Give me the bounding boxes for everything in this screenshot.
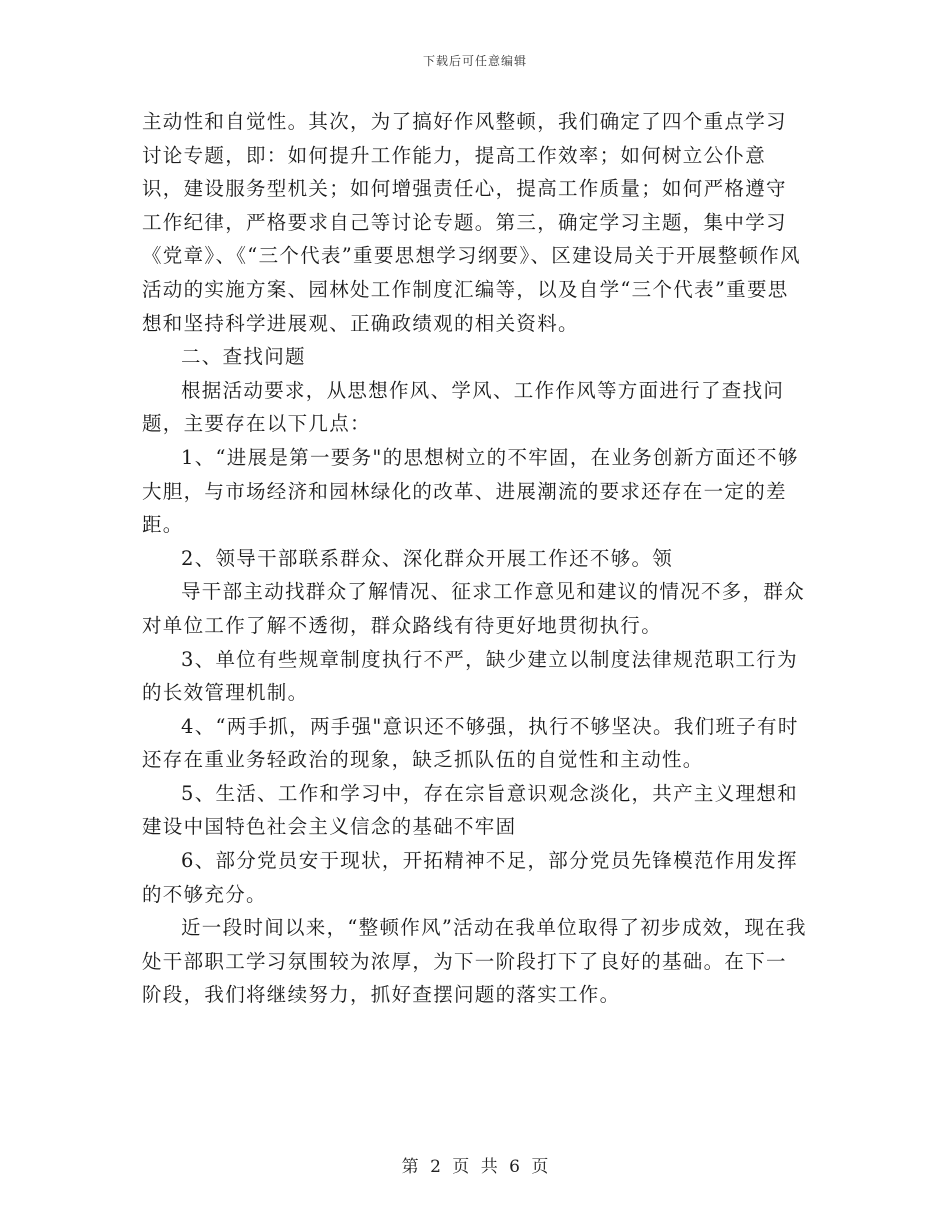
list-item-problem-4: 4、“两手抓，两手强"意识还不够强，执行不够坚决。我们班子有时还存在重业务轻政治的现象，缺乏抓队伍的自觉性和主动性。 [142, 714, 799, 772]
paragraph-conclusion: 近一段时间以来，“整顿作风”活动在我单位取得了初步成效，现在我处干部职工学习氛围较为浓厚，为下一阶段打下了良好的基础。在下一阶段，我们将继续努力，抓好查摆问题的落实工作。 [142, 916, 807, 1007]
list-item-problem-2-continued: 导干部主动找群众了解情况、征求工作意见和建议的情况不多，群众对单位工作了解不透彻，群众路线有待更好地贯彻执行。 [142, 580, 806, 637]
section-heading-find-problems: 二、查找问题 [181, 345, 306, 369]
list-item-problem-6: 6、部分党员安于现状，开拓精神不足，部分党员先锋模范作用发挥的不够充分。 [142, 849, 798, 906]
list-item-problem-3: 3、单位有些规章制度执行不严，缺少建立以制度法律规范职工行为的长效管理机制。 [142, 647, 798, 705]
list-item-problem-2: 2、领导干部联系群众、深化群众开展工作还不够。领 [181, 546, 674, 570]
paragraph-study-topics: 主动性和自觉性。其次，为了搞好作风整顿，我们确定了四个重点学习讨论专题，即：如何提升工作能力，提高工作效率；如何树立公仆意识，建设服务型机关；如何增强责任心，提高工作质量；如何严格遵守工作纪律，严格要求自己等讨论专题。第三，确定学习主题，集中学习《党章》、《“三个代表”重要思想学习纲要》、区建设局关于开展整顿作风活动的实施方案、园林处工作制度汇编等，以及自学“三个代表”重要思想和坚持科学进展观、正确政绩观的相关资料。 [142, 110, 801, 335]
paragraph-intro-problems: 根据活动要求，从思想作风、学风、工作作风等方面进行了查找问题，主要存在以下几点： [142, 378, 785, 436]
list-item-problem-5: 5、生活、工作和学习中，存在宗旨意识观念淡化，共产主义理想和建设中国特色社会主义信念的基础不牢固 [142, 781, 798, 839]
page-header: 下载后可任意编辑 [422, 54, 527, 68]
document-body [142, 105, 807, 1012]
page-number-footer: 第 2 页 共 6 页 [401, 1157, 549, 1177]
list-item-problem-1: 1、“进展是第一要务"的思想树立的不牢固，在业务创新方面还不够大胆，与市场经济和园林绿化的改革、进展潮流的要求还存在一定的差距。 [142, 445, 799, 537]
